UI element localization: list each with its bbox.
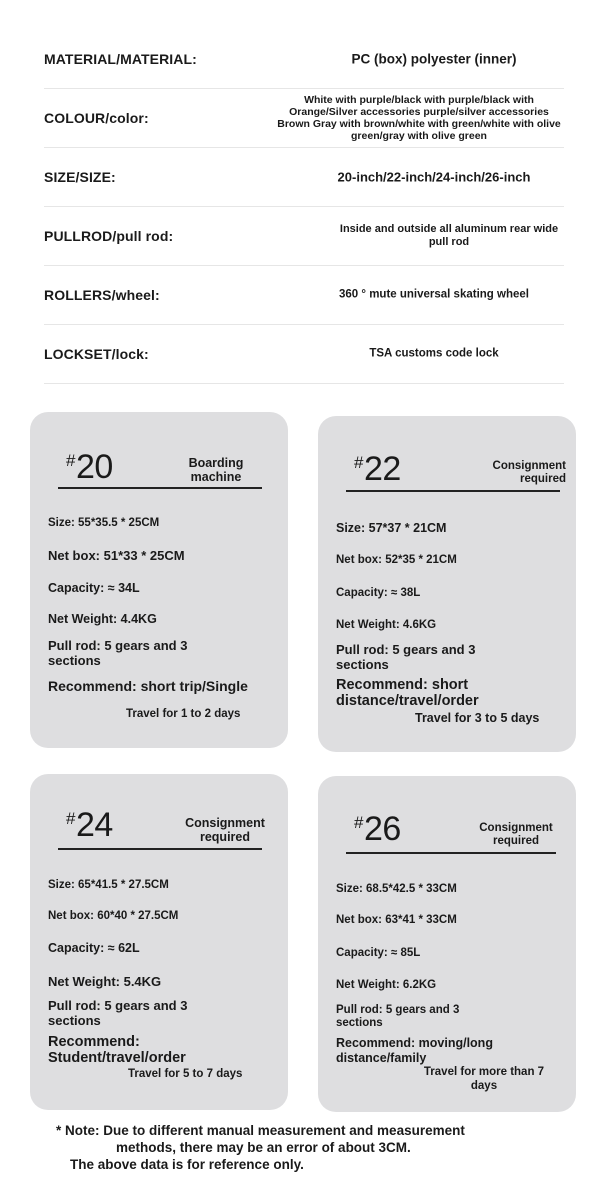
recommend-line: Recommend: moving/long distance/family xyxy=(336,1036,493,1065)
weight-line: Net Weight: 4.4KG xyxy=(48,612,157,626)
spec-label: MATERIAL/MATERIAL: xyxy=(44,51,197,67)
divider xyxy=(346,852,556,854)
spec-value: White with purple/black with purple/black with Orange/Silver accessories purple/silver accessories Brown Gray with brown/white with green/white with olive green/gray with olive green xyxy=(277,94,561,142)
recommend-line: Recommend: short distance/travel/order xyxy=(336,677,479,709)
weight-line: Net Weight: 5.4KG xyxy=(48,974,162,989)
spec-label: SIZE/SIZE: xyxy=(44,169,116,185)
capacity-line: Capacity: ≈ 34L xyxy=(48,581,140,595)
size-line: Size: 68.5*42.5 * 33CM xyxy=(336,883,457,895)
pullrod-line: Pull rod: 5 gears and 3 sections xyxy=(48,638,188,668)
spec-value: TSA customs code lock xyxy=(369,347,499,360)
note-line-3: The above data is for reference only. xyxy=(70,1157,304,1172)
badge-consignment: Consignment required xyxy=(185,816,265,844)
spec-row-material xyxy=(44,30,564,89)
capacity-line: Capacity: ≈ 38L xyxy=(336,587,421,599)
size-number: #26 xyxy=(354,810,401,848)
size-card-26 xyxy=(318,776,576,1112)
weight-line: Net Weight: 4.6KG xyxy=(336,619,437,631)
size-card-20 xyxy=(30,412,288,748)
divider xyxy=(346,490,560,492)
travel-line: Travel for 5 to 7 days xyxy=(128,1068,243,1080)
spec-label: ROLLERS/wheel: xyxy=(44,287,160,303)
spec-row-pullrod xyxy=(44,207,564,266)
travel-line: Travel for 3 to 5 days xyxy=(415,711,540,725)
spec-value: 360 ° mute universal skating wheel xyxy=(339,288,529,301)
capacity-line: Capacity: ≈ 85L xyxy=(336,947,421,959)
size-number: #22 xyxy=(354,450,401,488)
capacity-line: Capacity: ≈ 62L xyxy=(48,941,140,955)
pullrod-line: Pull rod: 5 gears and 3 sections xyxy=(48,998,188,1028)
spec-value: Inside and outside all aluminum rear wide pull rod xyxy=(339,223,559,248)
spec-row-lockset xyxy=(44,325,564,384)
spec-row-rollers xyxy=(44,266,564,325)
spec-label: LOCKSET/lock: xyxy=(44,346,149,362)
netbox-line: Net box: 51*33 * 25CM xyxy=(48,548,185,563)
size-number: #24 xyxy=(66,806,113,844)
travel-line: Travel for more than 7 days xyxy=(423,1066,545,1092)
netbox-line: Net box: 52*35 * 21CM xyxy=(336,554,457,566)
measurement-note xyxy=(56,1122,526,1173)
spec-value: PC (box) polyester (inner) xyxy=(351,51,517,67)
spec-label: PULLROD/pull rod: xyxy=(44,228,174,244)
note-line-2: methods, there may be an error of about 3CM. xyxy=(116,1140,411,1155)
size-line: Size: 65*41.5 * 27.5CM xyxy=(48,879,169,891)
recommend-line: Recommend: Student/travel/order xyxy=(48,1034,186,1066)
note-line-1: * Note: Due to different manual measurement and measurement xyxy=(56,1123,465,1138)
size-card-22 xyxy=(318,416,576,752)
badge-consignment: Consignment required xyxy=(492,460,566,485)
pullrod-line: Pull rod: 5 gears and 3 sections xyxy=(336,642,476,672)
netbox-line: Net box: 63*41 * 33CM xyxy=(336,914,457,926)
pullrod-line: Pull rod: 5 gears and 3 sections xyxy=(336,1004,460,1029)
travel-line: Travel for 1 to 2 days xyxy=(126,708,241,720)
weight-line: Net Weight: 6.2KG xyxy=(336,979,437,991)
netbox-line: Net box: 60*40 * 27.5CM xyxy=(48,910,179,922)
size-card-24 xyxy=(30,774,288,1110)
spec-row-colour xyxy=(44,89,564,148)
spec-value: 20-inch/22-inch/24-inch/26-inch xyxy=(337,169,531,185)
recommend-line: Recommend: short trip/Single xyxy=(48,678,248,694)
size-line: Size: 57*37 * 21CM xyxy=(336,521,447,535)
spec-table xyxy=(44,30,564,384)
size-line: Size: 55*35.5 * 25CM xyxy=(48,517,160,529)
size-number: #20 xyxy=(66,448,113,486)
divider xyxy=(58,848,262,850)
badge-boarding: Boarding machine xyxy=(188,456,244,484)
spec-row-size xyxy=(44,148,564,207)
spec-label: COLOUR/color: xyxy=(44,110,149,126)
divider xyxy=(58,487,262,489)
badge-consignment: Consignment required xyxy=(479,822,553,847)
